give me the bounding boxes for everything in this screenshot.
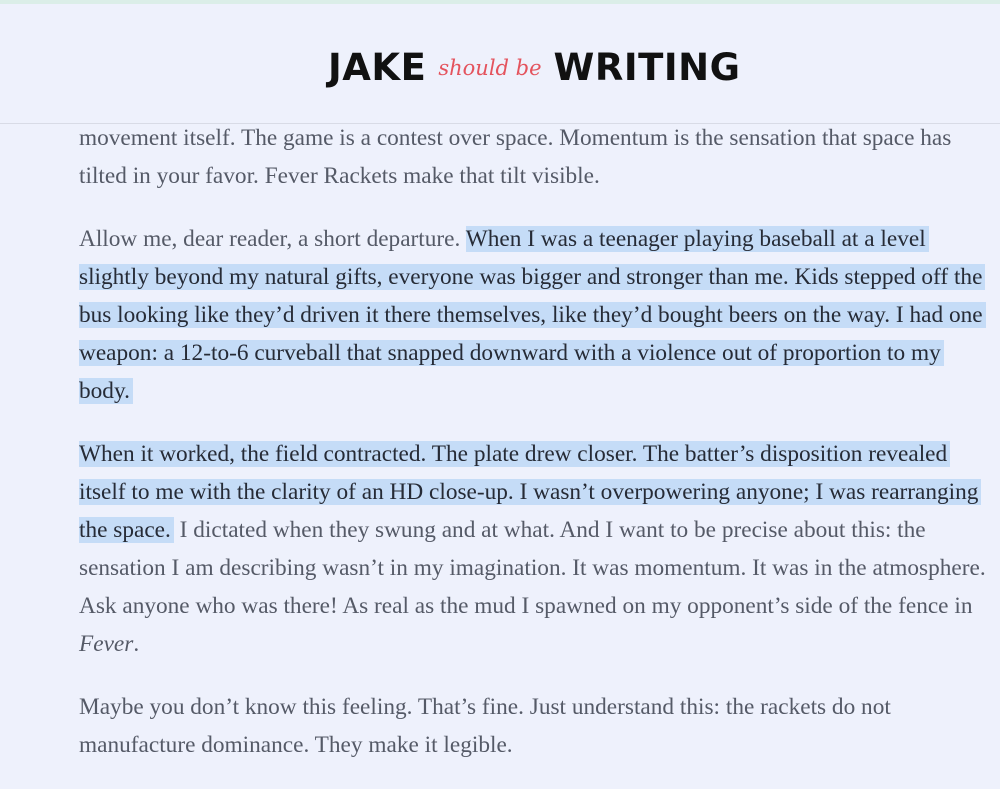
italic-title: Fever xyxy=(79,631,134,657)
selected-text: When it worked, the field contracted. The plate drew closer. The batter’s disposition revealed itself to me with the clarity of an HD close-up. I wasn’t overpowering anyone; I was rearranging the space. xyxy=(79,441,981,543)
site-header xyxy=(0,4,1000,124)
article-body xyxy=(79,119,991,789)
site-logo[interactable] xyxy=(328,42,740,92)
paragraph-4: Maybe you don’t know this feeling. That’s fine. Just understand this: the rackets do not manufacture dominance. They make it legible. xyxy=(79,694,891,758)
logo-last-word: WRITING xyxy=(553,45,741,89)
paragraph-1: movement itself. The game is a contest over space. Momentum is the sensation that space has tilted in your favor. Fever Rackets make that tilt visible. xyxy=(79,125,952,189)
logo-first-word: JAKE xyxy=(328,45,427,89)
logo-middle-label xyxy=(430,55,549,84)
paragraph-3-end: . xyxy=(133,631,140,657)
paragraph-2-text: Allow me, dear reader, a short departure. xyxy=(79,226,466,252)
paragraph-2 xyxy=(79,220,991,410)
paragraph-3 xyxy=(79,435,991,663)
paragraph-3-text: I dictated when they swung and at what. And I want to be precise about this: the sensation I am describing wasn’t in my imagination. It was momentum. It was in the atmosphere. Ask anyone who was there! As real as the mud I spawned on my opponent’s side of the fence in xyxy=(79,517,986,619)
logo-middle-text: should be xyxy=(438,55,542,80)
selected-text: When I was a teenager playing baseball at a level slightly beyond my natural gifts, everyone was bigger and stronger than me. Kids stepped off the bus looking like they’d driven it there themselves, like they’d bought beers on the way. I had one weapon: a 12-to-6 curveball that snapped downward with a violence out of proportion to my body. xyxy=(79,226,986,404)
